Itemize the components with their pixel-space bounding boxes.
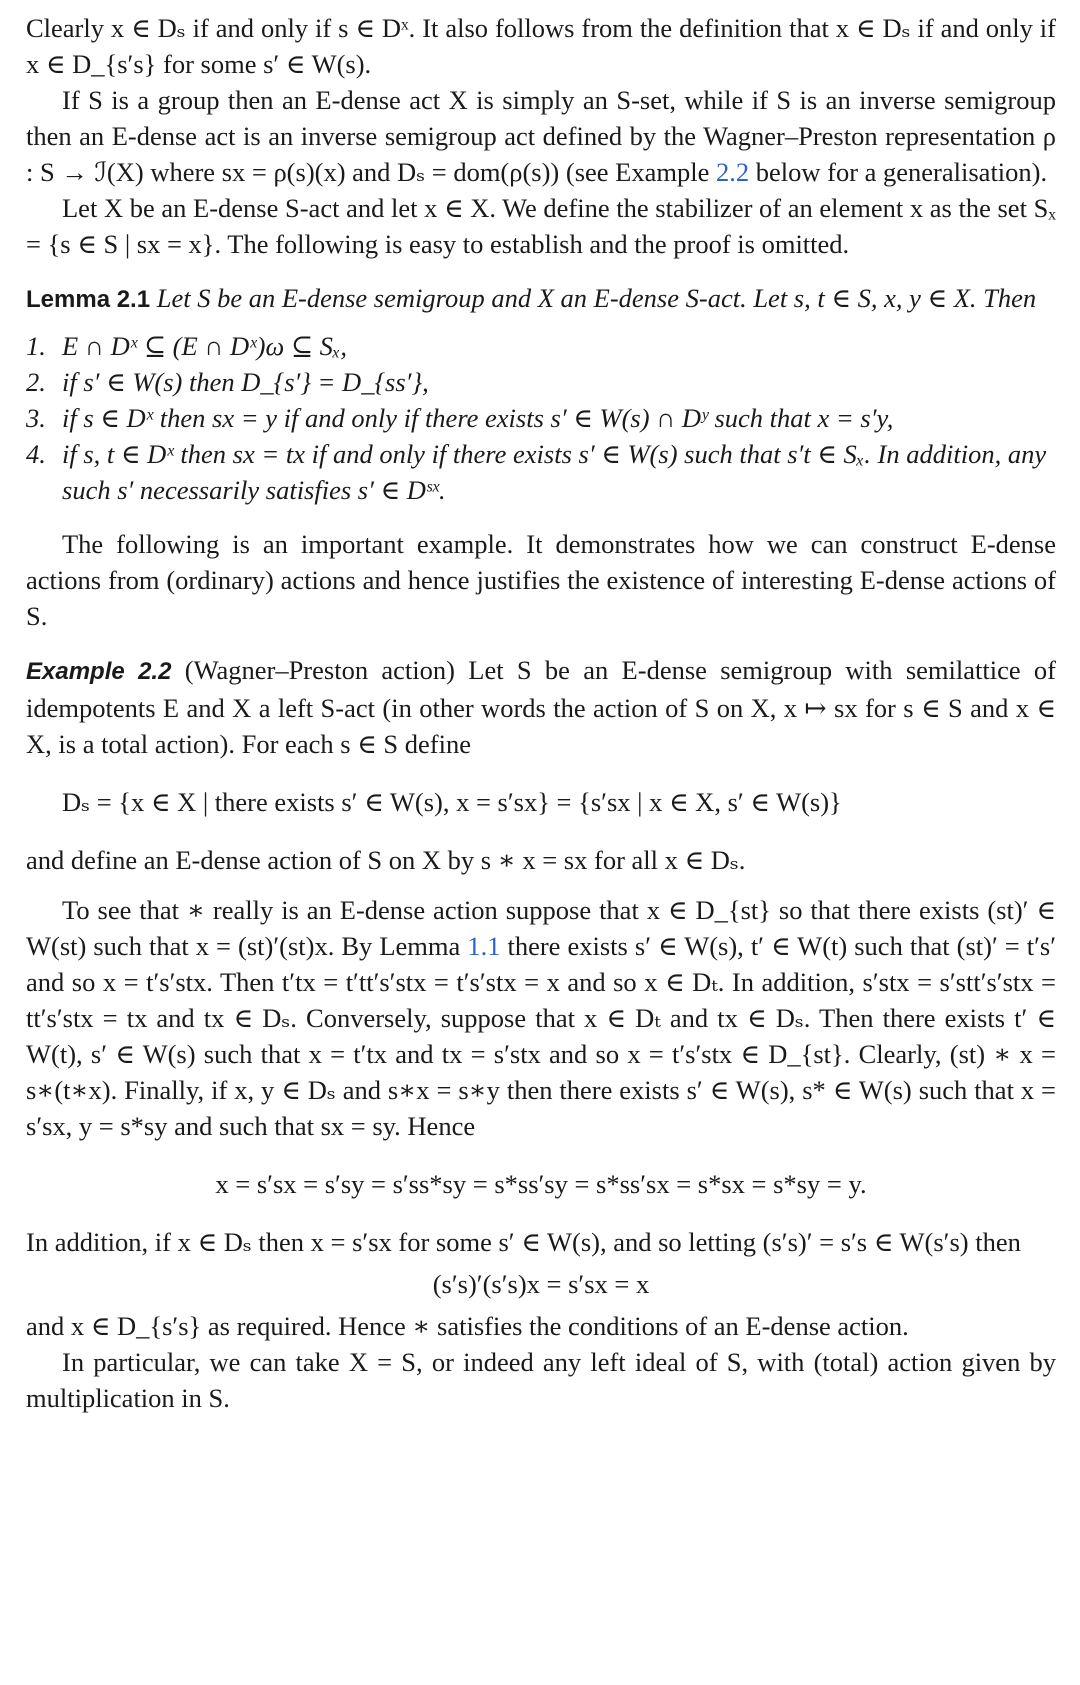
lemma-item-number: 4. <box>26 439 46 469</box>
equation-x-equals-y: x = s′sx = s′sy = s′ss*sy = s*ss′sy = s*ss′sx = s*sx = s*sy = y. <box>215 1169 867 1199</box>
equation-s-prime-s: (s′s)′(s′s)x = s′sx = x <box>432 1269 650 1299</box>
lemma-item-number: 3. <box>26 403 46 433</box>
lemma-item-text: E ∩ Dˣ ⊆ (E ∩ Dˣ)ω ⊆ Sₓ, <box>62 331 348 361</box>
paragraph-important-example: The following is an important example. It demonstrates how we can construct E-dense actions from (ordinary) actions and hence justifies the existence of interesting E-dense actions of S. <box>26 529 1056 631</box>
lemma-item <box>26 400 1056 436</box>
lemma-item-number: 2. <box>26 367 46 397</box>
paragraph-stabilizer: Let X be an E-dense S-act and let x ∈ X. We define the stabilizer of an element x as the set Sₓ = {s ∈ S | sx = x}. The following is easy to establish and the proof is omitted. <box>26 193 1056 259</box>
example-2-2 <box>26 652 1056 762</box>
lemma-label: Lemma 2.1 <box>26 286 151 313</box>
lemma-item-text: if s, t ∈ Dˣ then sx = tx if and only if there exists s′ ∈ W(s) such that s′t ∈ Sₓ. In addition, any such s′ necessarily satisfies s′ ∈ Dˢˣ. <box>62 439 1047 505</box>
paragraph-particular: In particular, we can take X = S, or indeed any left ideal of S, with (total) action given by multiplication in S. <box>26 1347 1056 1413</box>
lemma-2-1 <box>26 280 1056 318</box>
example-2-2-link[interactable]: 2.2 <box>715 157 750 187</box>
equation-ds-definition: Dₛ = {x ∈ X | there exists s′ ∈ W(s), x = s′sx} = {s′sx | x ∈ X, s′ ∈ W(s)} <box>62 787 842 817</box>
paragraph-proof-text: To see that ∗ really is an E-dense action suppose that x ∈ D_{st} so that there exists (st)′ ∈ W(st) such that x = (st)′(st)x. By Lemma <box>26 895 1056 961</box>
paragraph-group-case <box>26 82 1056 190</box>
paragraph-proof-tail: there exists s′ ∈ W(s), t′ ∈ W(t) such that (st)′ = t′s′ and so x = t′s′stx. Then t′tx = t′tt′s′stx = t′s′stx = x and so x ∈ Dₜ. In addition, s′stx = s′stt′s′stx = tt′s′stx = tx and tx ∈ Dₛ. Conversely, suppose that x ∈ Dₜ and tx ∈ Dₛ. Then there exists t′ ∈ W(t), s′ ∈ W(s) such that x = t′tx and tx = s′stx and so x = t′s′stx ∈ D_{st}. Clearly, (st) ∗ x = s∗(t∗x). Finally, if x, y ∈ Dₛ and s∗x = s∗y then there exists s′ ∈ W(s), s* ∈ W(s) such that x = s′sx, y = s*sy and such that sx = sy. Hence <box>26 931 1057 1141</box>
lemma-item-number: 1. <box>26 331 46 361</box>
lemma-item-text: if s′ ∈ W(s) then D_{s′} = D_{ss′}, <box>62 367 429 397</box>
example-label: Example 2.2 <box>26 658 172 685</box>
lemma-item-text: if s ∈ Dˣ then sx = y if and only if there exists s′ ∈ W(s) ∩ Dʸ such that x = s′y, <box>62 403 894 433</box>
lemma-item-list <box>26 328 1056 508</box>
lemma-item <box>26 364 1056 400</box>
paragraph-group-case-text: If S is a group then an E-dense act X is simply an S-set, while if S is an inverse semigroup then an E-dense act is an inverse semigroup act defined by the Wagner–Preston representation ρ : S → ℐ(X) where sx = ρ(s)(x) and Dₛ = dom(ρ(s)) (see Example <box>26 85 1056 187</box>
lemma-statement: Let S be an E-dense semigroup and X an E-dense S-act. Let s, t ∈ S, x, y ∈ X. Then <box>156 283 1037 313</box>
lemma-1-1-link[interactable]: 1.1 <box>467 931 501 961</box>
paragraph-define-action: and define an E-dense action of S on X by s ∗ x = sx for all x ∈ Dₛ. <box>26 845 746 875</box>
lemma-item <box>26 436 1056 508</box>
paragraph-proof <box>26 892 1056 1144</box>
example-statement: (Wagner–Preston action) Let S be an E-dense semigroup with semilattice of idempotents E and X a left S-act (in other words the action of S on X, x ↦ sx for s ∈ S and x ∈ X, is a total action). For each s ∈ S define <box>26 655 1056 759</box>
paragraph-conclusion: and x ∈ D_{s′s} as required. Hence ∗ satisfies the conditions of an E-dense action. <box>26 1311 909 1341</box>
paragraph-group-case-tail: below for a generalisation). <box>755 157 1048 187</box>
paragraph-in-addition: In addition, if x ∈ Dₛ then x = s′sx for some s′ ∈ W(s), and so letting (s′s)′ = s′s ∈ W(s′s) then <box>26 1227 1021 1257</box>
lemma-item <box>26 328 1056 364</box>
paragraph-intro: Clearly x ∈ Dₛ if and only if s ∈ Dˣ. It also follows from the definition that x ∈ Dₛ if and only if x ∈ D_{s′s} for some s′ ∈ W(s). <box>26 13 1056 79</box>
